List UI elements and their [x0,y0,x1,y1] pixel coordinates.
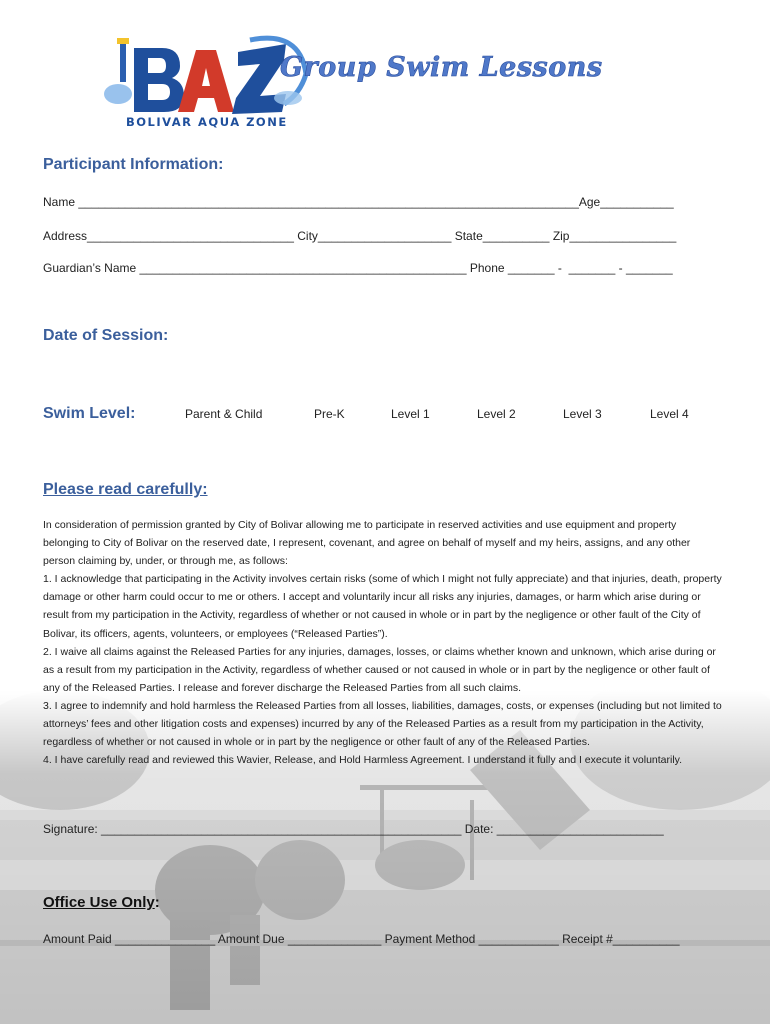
participant-heading: Participant Information: [43,156,224,173]
office-use-colon: : [154,894,160,911]
office-use-heading [43,894,160,911]
session-date-heading: Date of Session: [43,327,169,344]
office-use-label: Office Use Only [43,894,155,911]
waiver-heading: Please read carefully: [43,481,208,498]
swim-level-options [0,407,770,427]
swim-level-heading: Swim Level: [43,405,136,422]
waiver-text [43,516,723,769]
document-title: Group Swim Lessons [280,52,603,83]
name-age-field[interactable]: Name ___________________________________________________________________________Age___________ [43,195,674,209]
waiver-clause-3: 3. I agree to indemnify and hold harmless the Released Parties from all losses, liabilities, damages, costs, or expenses (including but not limited to attorneys’ fees and other litigation costs and expenses) incurred by any of the Released Parties as a result from my participation in the Activity, regardless of whether or not caused in whole or in part by the negligence or other fault of any of the Released Parties. [43,699,722,749]
guardian-phone-field[interactable]: Guardian’s Name _________________________________________________ Phone _______ - _______ - _______ [43,261,673,275]
address-field[interactable]: Address_______________________________ City____________________ State__________ Zip________________ [43,229,677,243]
waiver-clause-1: 1. I acknowledge that participating in the Activity involves certain risks (some of which I might not fully appreciate) and that injuries, death, property damage or other harm could occur to me or others. I accept and voluntarily incur all risks any injuries, damages, or harm which arise during or result from my participation in the Activity, regardless of whether or not caused in whole or in part by the negligence or other fault of the City of Bolivar, its officers, agents, volunteers, or employees (“Released Parties”). [43,573,722,640]
level-option-level-3[interactable]: Level 3 [563,407,602,421]
logo-caption: BOLIVAR AQUA ZONE [126,115,288,128]
level-option-level-2[interactable]: Level 2 [477,407,516,421]
level-option-pre-k[interactable]: Pre-K [314,407,345,421]
payment-fields[interactable]: Amount Paid _______________ Amount Due ______________ Payment Method ____________ Receipt #__________ [43,932,680,946]
waiver-clause-4: 4. I have carefully read and reviewed this Wavier, Release, and Hold Harmless Agreement. I understand it fully and I execute it voluntarily. [43,754,683,767]
baz-logo [100,34,310,128]
waiver-intro: In consideration of permission granted by City of Bolivar allowing me to participate in reserved activities and use equipment and property belonging to City of Bolivar on the reserved date, I represent, covenant, and agree on behalf of myself and my heirs, assigns, and any other person claiming by, under, or through me, as follows: [43,519,691,568]
level-option-level-4[interactable]: Level 4 [650,407,689,421]
signature-date-field[interactable]: Signature: ______________________________________________________ Date: _________________________ [43,822,664,836]
level-option-level-1[interactable]: Level 1 [391,407,430,421]
level-option-parent-child[interactable]: Parent & Child [185,407,263,421]
waiver-clause-2: 2. I waive all claims against the Released Parties for any injuries, damages, losses, or claims whether known and unknown, which arise during or as a result from my participation in the Activity, regardless of whether caused or not caused in whole or in part by the negligence or other fault of any of the Released Parties. I release and forever discharge the Released Parties from all such claims. [43,645,716,694]
